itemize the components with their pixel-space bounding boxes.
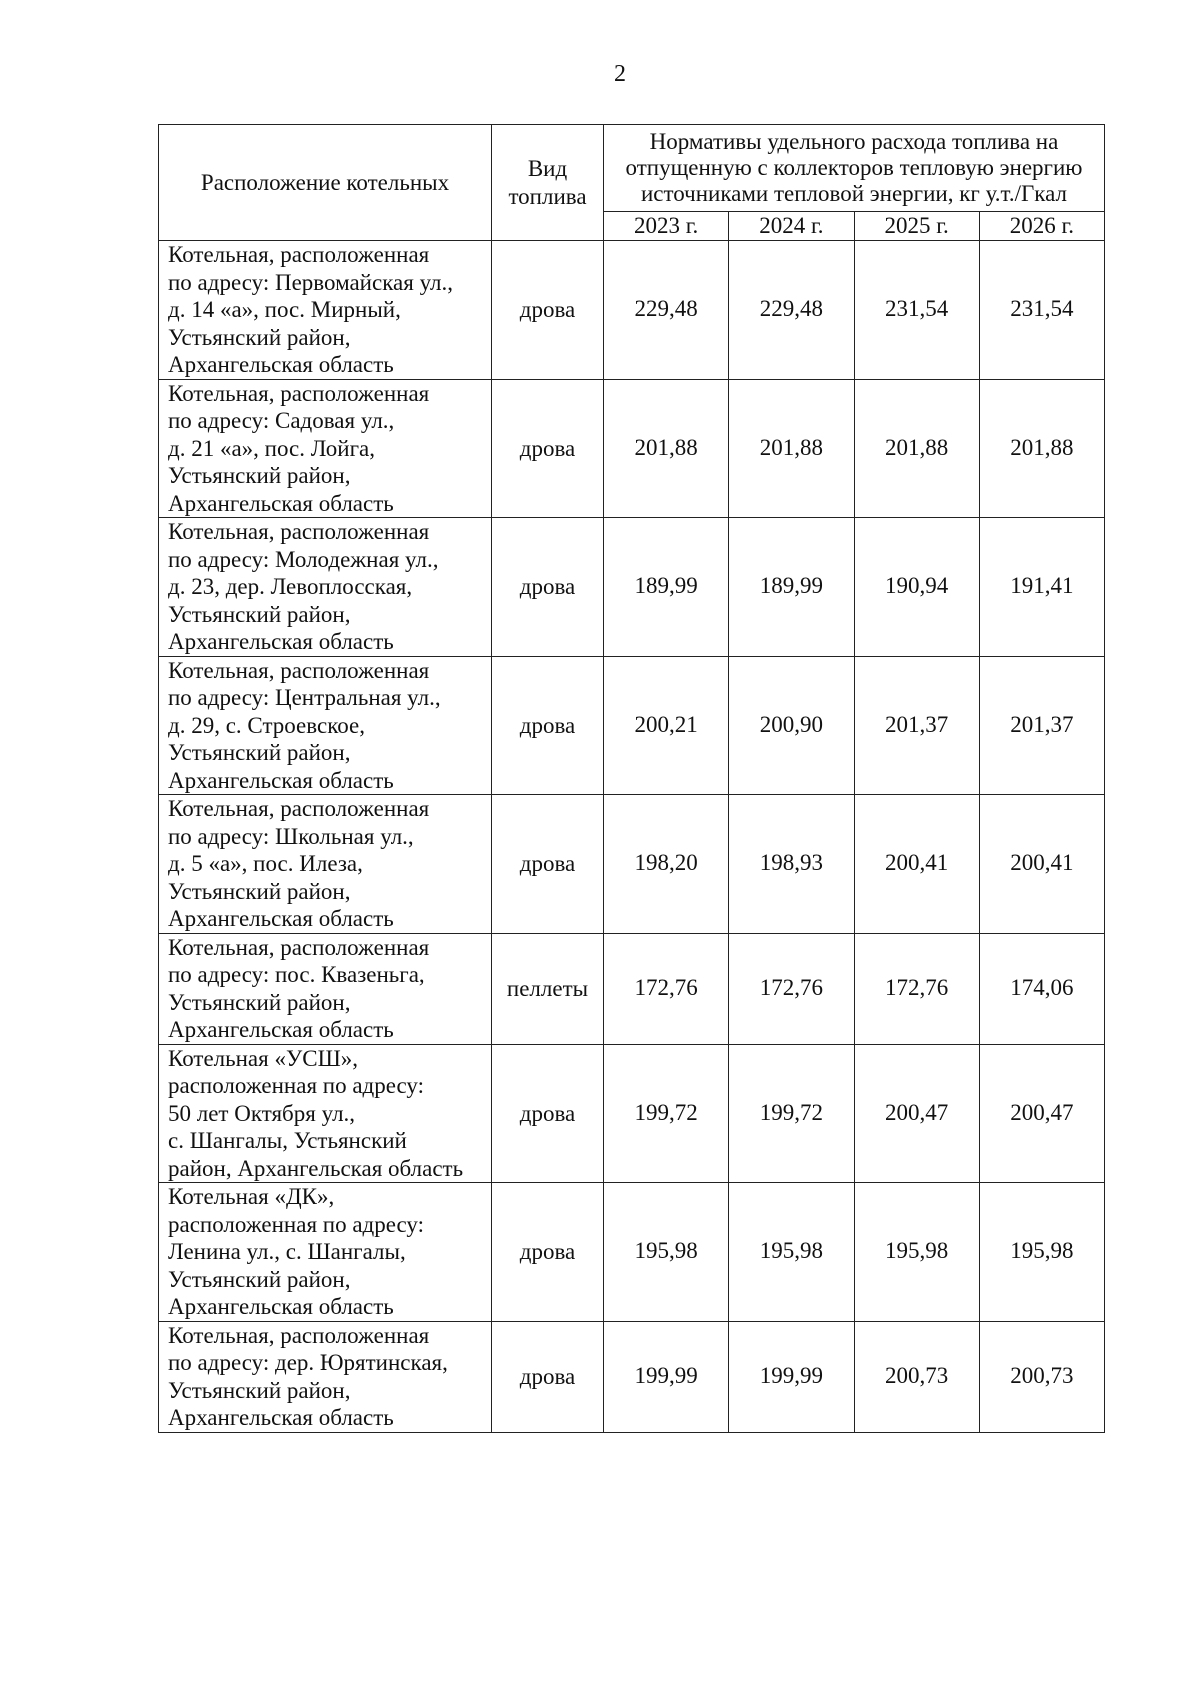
norm-2025: 195,98 [854, 1183, 979, 1322]
boiler-location: Котельная «УСШ», расположенная по адресу: 50 лет Октября ул., с. Шангалы, Устьянский район, Архангельская область [159, 1044, 492, 1183]
norm-2024: 201,88 [729, 379, 854, 518]
fuel-type: дрова [492, 795, 604, 934]
norm-2023: 229,48 [604, 241, 729, 380]
fuel-type: дрова [492, 1183, 604, 1322]
year-header-2025: 2025 г. [854, 212, 979, 241]
fuel-type: пеллеты [492, 933, 604, 1044]
norm-2026: 231,54 [979, 241, 1104, 380]
norm-2024: 229,48 [729, 241, 854, 380]
year-header-2023: 2023 г. [604, 212, 729, 241]
norm-2024: 199,72 [729, 1044, 854, 1183]
table-row [159, 241, 1105, 380]
norm-2026: 200,41 [979, 795, 1104, 934]
boiler-location: Котельная «ДК», расположенная по адресу: Ленина ул., с. Шангалы, Устьянский район, Архангельская область [159, 1183, 492, 1322]
fuel-type: дрова [492, 241, 604, 380]
table-row [159, 1183, 1105, 1322]
table-row [159, 518, 1105, 657]
norm-2024: 189,99 [729, 518, 854, 657]
norm-2026: 201,37 [979, 656, 1104, 795]
norm-2024: 195,98 [729, 1183, 854, 1322]
boiler-location: Котельная, расположенная по адресу: Первомайская ул., д. 14 «а», пос. Мирный, Устьянский район, Архангельская область [159, 241, 492, 380]
boiler-location: Котельная, расположенная по адресу: пос. Квазеньга, Устьянский район, Архангельская область [159, 933, 492, 1044]
norm-2025: 201,37 [854, 656, 979, 795]
norm-2023: 200,21 [604, 656, 729, 795]
norm-2023: 201,88 [604, 379, 729, 518]
fuel-type: дрова [492, 379, 604, 518]
fuel-norms-table [158, 124, 1105, 1433]
norm-2023: 189,99 [604, 518, 729, 657]
year-header-2024: 2024 г. [729, 212, 854, 241]
boiler-location: Котельная, расположенная по адресу: дер. Юрятинская, Устьянский район, Архангельская область [159, 1321, 492, 1432]
norm-2024: 198,93 [729, 795, 854, 934]
norms-header: Нормативы удельного расхода топлива на отпущенную с коллекторов тепловую энергию источниками тепловой энергии, кг у.т./Гкал [604, 125, 1105, 212]
norm-2025: 172,76 [854, 933, 979, 1044]
table-row [159, 933, 1105, 1044]
norm-2023: 199,72 [604, 1044, 729, 1183]
norm-2023: 198,20 [604, 795, 729, 934]
year-header-2026: 2026 г. [979, 212, 1104, 241]
fuel-type: дрова [492, 1044, 604, 1183]
norm-2026: 200,47 [979, 1044, 1104, 1183]
norm-2023: 172,76 [604, 933, 729, 1044]
fuel-type-header: Вид топлива [492, 125, 604, 241]
location-header: Расположение котельных [159, 125, 492, 241]
norm-2026: 200,73 [979, 1321, 1104, 1432]
page-number: 2 [614, 61, 626, 87]
norm-2025: 200,41 [854, 795, 979, 934]
norm-2025: 231,54 [854, 241, 979, 380]
norm-2026: 191,41 [979, 518, 1104, 657]
norm-2026: 201,88 [979, 379, 1104, 518]
norm-2026: 174,06 [979, 933, 1104, 1044]
norm-2024: 199,99 [729, 1321, 854, 1432]
fuel-type: дрова [492, 1321, 604, 1432]
norm-2024: 172,76 [729, 933, 854, 1044]
table-row [159, 795, 1105, 934]
norm-2025: 201,88 [854, 379, 979, 518]
table-row [159, 379, 1105, 518]
table-row [159, 656, 1105, 795]
boiler-location: Котельная, расположенная по адресу: Школьная ул., д. 5 «а», пос. Илеза, Устьянский район, Архангельская область [159, 795, 492, 934]
norm-2025: 200,47 [854, 1044, 979, 1183]
table-header-row [159, 125, 1105, 212]
norm-2024: 200,90 [729, 656, 854, 795]
table-row [159, 1044, 1105, 1183]
norm-2025: 190,94 [854, 518, 979, 657]
boiler-location: Котельная, расположенная по адресу: Молодежная ул., д. 23, дер. Левоплосская, Устьянский район, Архангельская область [159, 518, 492, 657]
boiler-location: Котельная, расположенная по адресу: Садовая ул., д. 21 «а», пос. Лойга, Устьянский район, Архангельская область [159, 379, 492, 518]
norm-2023: 199,99 [604, 1321, 729, 1432]
norm-2025: 200,73 [854, 1321, 979, 1432]
boiler-location: Котельная, расположенная по адресу: Центральная ул., д. 29, с. Строевское, Устьянский район, Архангельская область [159, 656, 492, 795]
table-row [159, 1321, 1105, 1432]
norm-2026: 195,98 [979, 1183, 1104, 1322]
fuel-type: дрова [492, 656, 604, 795]
norm-2023: 195,98 [604, 1183, 729, 1322]
fuel-type: дрова [492, 518, 604, 657]
